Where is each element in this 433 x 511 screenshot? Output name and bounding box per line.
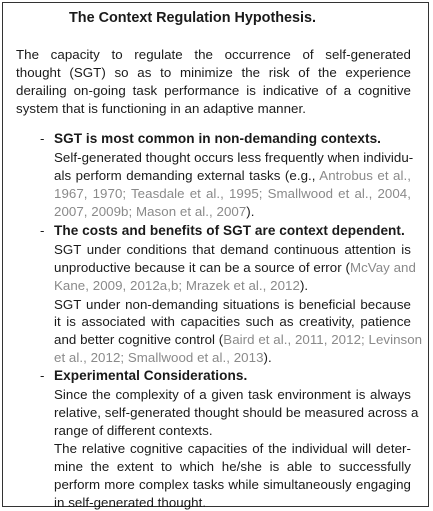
line-text: in self-generated thought. [54, 495, 207, 510]
section-line [54, 149, 414, 166]
line-text: range of different contexts. [54, 423, 213, 438]
section-line [54, 241, 411, 258]
section-line [54, 203, 255, 220]
line-text: The relative cognitive capacities of the individual will deter- [54, 441, 411, 456]
intro-line: system that is functioning in an adaptive manner. [16, 101, 306, 116]
line-text: ). [263, 350, 272, 365]
bullet-marker: - [40, 131, 45, 146]
intro-line: thought (SGT) so as to minimize the risk of the experience [16, 65, 411, 80]
intro-line: derailing on-going task performance is indicative of a cognitive [16, 83, 411, 98]
box-title: The Context Regulation Hypothesis. [69, 10, 317, 26]
section-line [54, 440, 411, 457]
section-line [54, 386, 411, 403]
section-line [54, 296, 411, 313]
section-line [54, 476, 411, 493]
section-line [54, 422, 213, 439]
line-text: and better cognitive control ( [54, 332, 224, 347]
section-line [54, 277, 308, 294]
line-text: relative, self-generated thought should be measured across a [54, 405, 419, 420]
section-heading: Experimental Considerations. [54, 368, 248, 383]
line-text: ). [246, 204, 255, 219]
section-heading: SGT is most common in non-demanding contexts. [54, 131, 382, 146]
section-line [54, 494, 206, 511]
line-text: it is associated with capacities such as creativity, patience [54, 314, 411, 329]
section-line [54, 404, 419, 421]
citation: et al., 2012; Smallwood et al., 2013 [54, 350, 264, 365]
line-text: mine the extent to which he/she is able to successfully [54, 459, 411, 474]
citation: 1967, 1970; Teasdale et al., 1995; Smallwood et al., 2004, [54, 186, 411, 201]
line-text: unproductive because it can be a source of error ( [54, 260, 350, 275]
citation: Baird et al., 2011, 2012; Levinson [223, 332, 423, 347]
citation: 2007, 2009b; Mason et al., 2007 [54, 204, 247, 219]
line-text: SGT under non-demanding situations is beneficial because [54, 297, 411, 312]
citation: Antrobus et al., [319, 168, 411, 183]
section-line [54, 313, 411, 330]
intro-line: The capacity to regulate the occurrence of self-generated [16, 47, 411, 62]
line-text: SGT under conditions that demand continuous attention is [54, 242, 411, 257]
section-line [54, 259, 416, 276]
line-text: als perform demanding external tasks (e.g., [54, 168, 320, 183]
line-text: Since the complexity of a given task environment is always [54, 387, 411, 402]
section-line [54, 349, 272, 366]
section-line [54, 331, 423, 348]
line-text: ). [299, 278, 309, 293]
section-line [54, 458, 411, 475]
bullet-marker: - [40, 223, 45, 238]
bullet-marker: - [40, 368, 45, 383]
section-line [54, 167, 411, 184]
section-heading: The costs and benefits of SGT are context dependent. [54, 223, 405, 238]
citation: McVay and [349, 260, 416, 275]
line-text: Self-generated thought occurs less frequently when individu- [54, 150, 414, 165]
section-line [54, 185, 411, 202]
citation: Kane, 2009, 2012a,b; Mrazek et al., 2012 [54, 278, 300, 293]
line-text: perform more complex tasks while simultaneously engaging [54, 477, 411, 492]
